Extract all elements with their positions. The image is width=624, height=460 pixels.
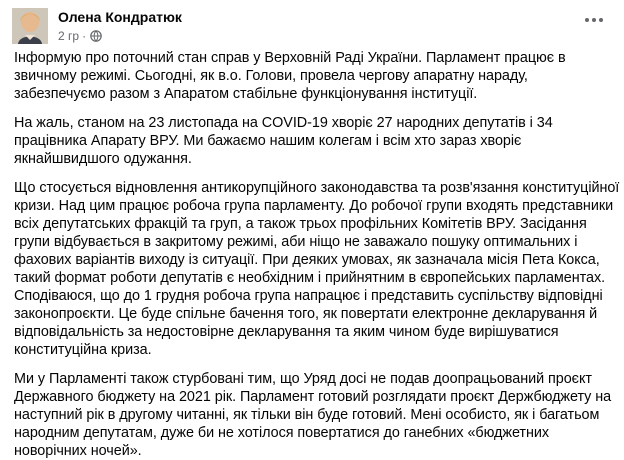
- meta-separator: ·: [82, 29, 87, 43]
- post-paragraph: Що стосується відновлення антикорупційного законодавства та розв'язання конституційної кризи. Над цим працює робоча група парламенту. До робочої групи входять представники всіх депутатських фракцій та груп, а також трьох профільних Комітетів ВРУ. Засідання групи відбувається в закритому режимі, аби ніщо не заважало пошуку оптимальних і фахових варіантів виходу із ситуації. При деяких умовах, як зазначала місія Пета Кокса, такий формат роботи депутатів є необхідним і прийнятним в європейських парламентах. Сподіваюся, що до 1 грудня робоча група напрацює і представить суспільству відповідні законопроєкти. Це буде спільне бачення того, як повертати електронне декларування й відповідальність за недостовірне декларування та яким чином буде вирішуватися конституційна криза.: [14, 180, 620, 358]
- more-options-icon[interactable]: [580, 10, 608, 30]
- author-avatar[interactable]: [12, 8, 48, 44]
- author-name[interactable]: Олена Кондратюк: [58, 9, 182, 25]
- globe-icon: [90, 30, 102, 42]
- post-header: [12, 6, 612, 46]
- post-meta: [58, 28, 102, 44]
- post-paragraph: Інформую про поточний стан справ у Верховній Раді України. Парламент працює в звичному режимі. Сьогодні, як в.о. Голови, провела чергову апаратну нараду, забезпечуємо разом з Апаратом стабільне функціонування інституції.: [14, 50, 566, 102]
- post-paragraph: Ми у Парламенті також стурбовані тим, що Уряд досі не подав доопрацьований проєкт Державного бюджету на 2021 рік. Парламент готовий розглядати проєкт Держбюджету на наступний рік в другому читанні, як тільки він буде готовий. Мені особисто, як і багатьом народним депутатам, дуже би не хотілося повертатися до ганебних «бюджетних новорічних ночей».: [14, 371, 612, 459]
- post-date[interactable]: 2 гр: [58, 29, 80, 43]
- post-paragraph: На жаль, станом на 23 листопада на COVID-19 хворіє 27 народних депутатів і 34 працівника Апарату ВРУ. Ми бажаємо нашим колегам і всім хто зараз хворіє якнайшвидшого одужання.: [14, 115, 553, 167]
- post-body: [14, 49, 620, 460]
